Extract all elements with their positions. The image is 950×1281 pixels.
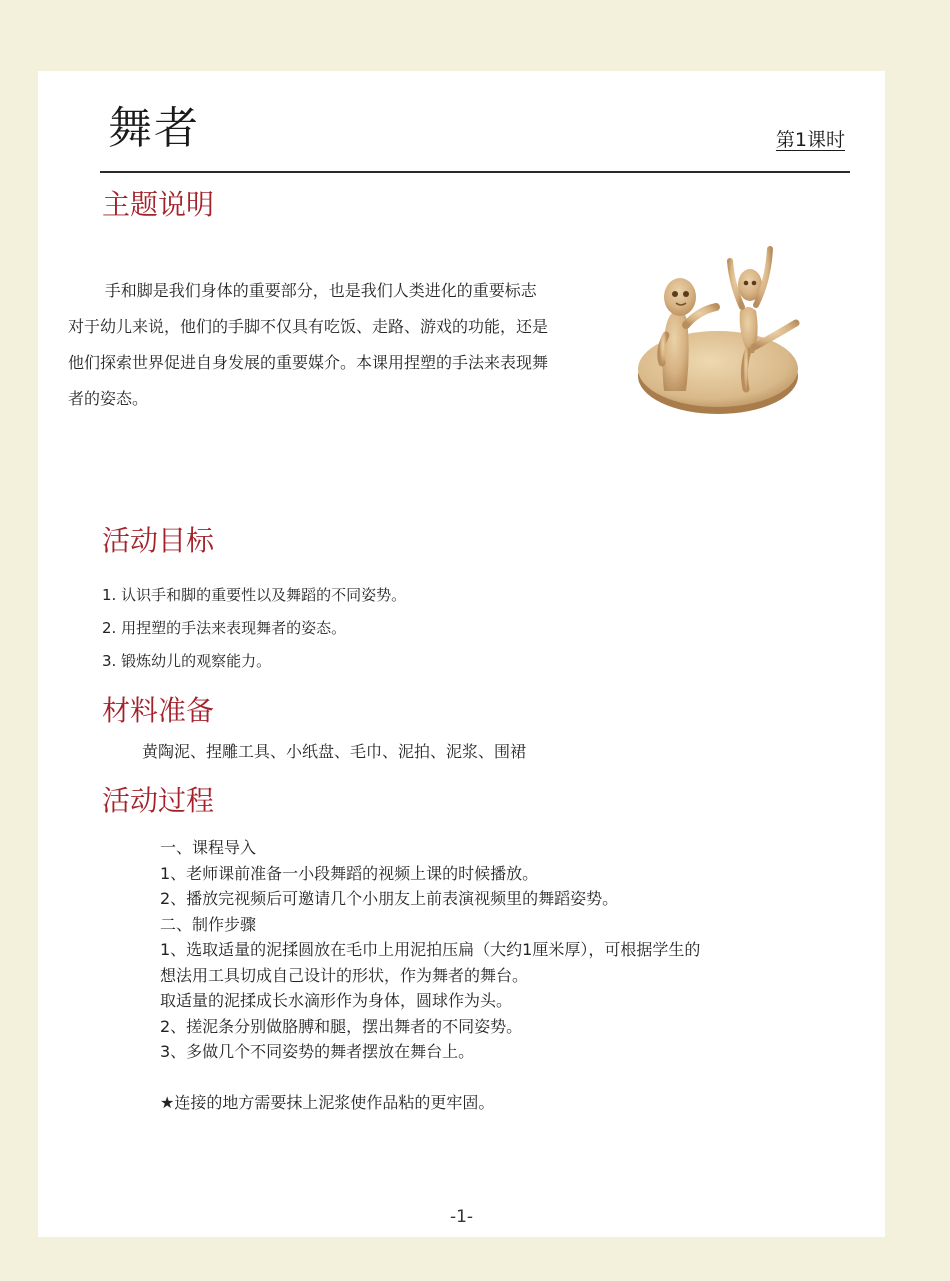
process-line: 1、选取适量的泥揉圆放在毛巾上用泥拍压扁（大约1厘米厚），可根据学生的 xyxy=(160,940,701,959)
document-page xyxy=(38,71,885,1237)
goal-item: 3. 锻炼幼儿的观察能力。 xyxy=(102,652,272,670)
goal-item: 2. 用捏塑的手法来表现舞者的姿态。 xyxy=(102,619,347,637)
page-title: 舞者 xyxy=(108,103,200,154)
goals-list xyxy=(102,579,406,678)
theme-heading: 主题说明 xyxy=(102,188,215,221)
page-number: -1- xyxy=(449,1207,474,1227)
process-heading: 活动过程 xyxy=(102,784,215,817)
process-note: ★连接的地方需要抹上泥浆使作品粘的更牢固。 xyxy=(160,1093,495,1112)
process-line: 一、课程导入 xyxy=(160,838,257,857)
goals-heading: 活动目标 xyxy=(102,524,215,557)
goal-item: 1. 认识手和脚的重要性以及舞蹈的不同姿势。 xyxy=(102,586,407,604)
lesson-label: 第1课时 xyxy=(775,129,845,151)
materials-list: 黄陶泥、捏雕工具、小纸盘、毛巾、泥拍、泥浆、围裙 xyxy=(142,742,527,761)
process-line: 想法用工具切成自己设计的形状，作为舞者的舞台。 xyxy=(160,965,529,985)
theme-body: 手和脚是我们身体的重要部分，也是我们人类进化的重要标志对于幼儿来说，他们的手脚不仅具有吃饭、走路、游戏的功能，还是他们探索世界促进自身发展的重要媒介。本课用捏塑的手法来表现舞者的姿态。 xyxy=(68,281,549,408)
process-line: 2、播放完视频后可邀请几个小朋友上前表演视频里的舞蹈姿势。 xyxy=(160,889,619,908)
clay-dancers-image xyxy=(636,241,806,421)
process-line: 3、多做几个不同姿势的舞者摆放在舞台上。 xyxy=(160,1042,475,1061)
process-line: 1、老师课前准备一小段舞蹈的视频上课的时候播放。 xyxy=(160,863,539,883)
process-steps xyxy=(160,835,700,1116)
materials-heading: 材料准备 xyxy=(102,694,215,727)
process-line: 取适量的泥揉成长水滴形作为身体，圆球作为头。 xyxy=(160,991,513,1010)
process-line: 二、制作步骤 xyxy=(160,914,257,934)
process-line: 2、搓泥条分别做胳膊和腿，摆出舞者的不同姿势。 xyxy=(160,1016,523,1036)
process-line xyxy=(160,1065,700,1091)
title-divider xyxy=(100,171,850,173)
